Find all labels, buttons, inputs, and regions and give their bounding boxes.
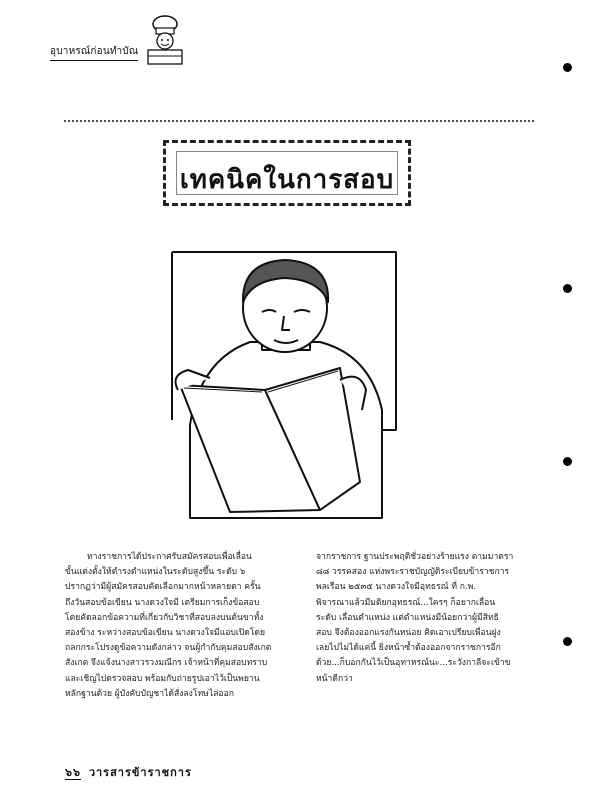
body-line: ถลกกระโปรงดูข้อความดังกล่าว จนผู้กำกับคุมสอบสังเกต <box>65 643 272 654</box>
page-number: ๖๖ <box>65 766 81 779</box>
body-left-column <box>65 550 285 702</box>
body-line: ระดับ เลื่อนตำแหน่ง แต่ตำแหน่งมีน้อยกว่าผู้มีสิทธิ <box>316 612 499 623</box>
binder-hole <box>563 284 572 293</box>
body-line: หน้าดีกว่า <box>316 673 353 684</box>
section-label: อุบาหรณ์ก่อนทำบัณ <box>50 44 138 61</box>
page-title: เทคนิคในการสอบ <box>179 165 395 195</box>
body-line: ๘๘ วรรคสอง แห่งพระราชบัญญัติระเบียบข้าราชการ <box>316 567 510 578</box>
body-line: พลเรือน ๒๕๓๕ นางดวงใจมีอุทธรณ์ ที่ ก.พ. <box>316 582 477 593</box>
body-line: หลักฐานด้วย ผู้บังคับบัญชาได้สั่งลงโทษไล่ออก <box>65 688 234 699</box>
body-line: ขั้นแต่งตั้งให้ดำรงตำแหน่งในระดับสูงขึ้น ระดับ ๖ <box>65 567 246 578</box>
body-line: ทางราชการได้ประกาศรับสมัครสอบเพื่อเลื่อน <box>87 552 252 562</box>
title-box <box>163 140 411 206</box>
body-line: ปรากฏว่ามีผู้สมัครสอบคัดเลือกมากหน้าหลายตา ครั้น <box>65 582 261 593</box>
body-right-column <box>316 550 538 687</box>
page-footer <box>65 763 192 781</box>
body-line: พิจารณาแล้วมีมติยกอุทธรณ์...ใครๆ ก็อยากเลื่อน <box>316 597 496 608</box>
binder-hole <box>563 63 572 72</box>
publication-name: วารสารข้าราชการ <box>88 766 192 779</box>
body-line: เลยไปไม่ได้แค่นี้ ยิ่งหน้าซ้ำต้องออกจากราชการอีก <box>316 643 501 654</box>
binder-hole <box>563 457 572 466</box>
title-frame <box>176 151 398 195</box>
student-reading-book-illustration <box>170 250 400 522</box>
header-divider <box>64 120 534 122</box>
body-line: โดยคัดลอกข้อความที่เกี่ยวกับวิชาที่สอบลงบนต้นขาทั้ง <box>65 612 264 623</box>
chef-icon <box>140 14 190 66</box>
body-line: สังเกต จึงแจ้งนางสาวรวงมณีกร เจ้าหน้าที่คุมสอบทราบ <box>65 658 268 669</box>
body-line: สอบ จึงต้องออกแรงกันหน่อย คิดเอาเปรียบเพื่อนฝูง <box>316 628 501 639</box>
body-line: และเชิญไปตรวจสอบ พร้อมกับถ่ายรูปเอาไว้เป็นพยาน <box>65 673 260 684</box>
body-line: สองข้าง ระหว่างสอบข้อเขียน นางดวงใจมีแอบเปิดโดย <box>65 628 266 639</box>
body-line: ถึงวันสอบข้อเขียน นางดวงใจมี เตรียมการเก็งข้อสอบ <box>65 597 260 608</box>
body-line: จากราชการ ฐานประพฤติชั่วอย่างร้ายแรง ตามมาตรา <box>316 552 514 562</box>
binder-hole <box>563 637 572 646</box>
body-line: ด้วย...ก็บอกกันไว้เป็นอุทาหรณ์นะ...ระวังกาลีจะเข้าข <box>316 658 511 669</box>
